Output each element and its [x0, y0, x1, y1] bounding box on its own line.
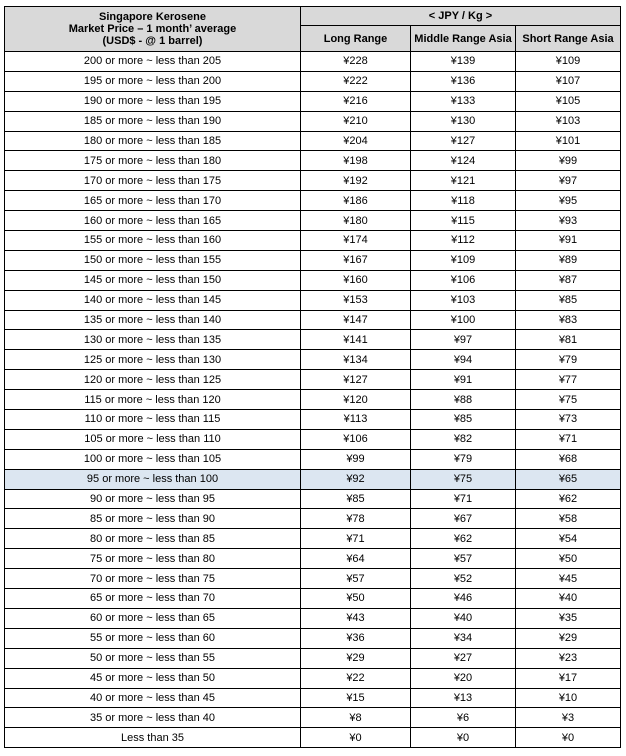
table-row: [5, 250, 621, 270]
table-row: [5, 270, 621, 290]
price-range-cell: 135 or more ~ less than 140: [5, 310, 301, 330]
header-unit-group: < JPY / Kg >: [301, 7, 621, 26]
middle-range-cell: ¥75: [411, 469, 516, 489]
long-range-cell: ¥186: [301, 191, 411, 211]
header-line-1: Singapore Kerosene: [99, 11, 206, 23]
price-range-cell: 170 or more ~ less than 175: [5, 171, 301, 191]
price-range-cell: 180 or more ~ less than 185: [5, 131, 301, 151]
long-range-cell: ¥64: [301, 549, 411, 569]
short-range-cell: ¥97: [516, 171, 621, 191]
long-range-cell: ¥8: [301, 708, 411, 728]
long-range-cell: ¥15: [301, 688, 411, 708]
long-range-cell: ¥210: [301, 111, 411, 131]
middle-range-cell: ¥27: [411, 648, 516, 668]
long-range-cell: ¥29: [301, 648, 411, 668]
short-range-cell: ¥95: [516, 191, 621, 211]
short-range-cell: ¥45: [516, 569, 621, 589]
short-range-cell: ¥77: [516, 370, 621, 390]
short-range-cell: ¥103: [516, 111, 621, 131]
fuel-surcharge-table: [4, 6, 621, 748]
long-range-cell: ¥0: [301, 728, 411, 748]
middle-range-cell: ¥106: [411, 270, 516, 290]
middle-range-cell: ¥40: [411, 608, 516, 628]
middle-range-cell: ¥67: [411, 509, 516, 529]
short-range-cell: ¥35: [516, 608, 621, 628]
long-range-cell: ¥134: [301, 350, 411, 370]
table-row: [5, 290, 621, 310]
header-line-3: (USD$ - @ 1 barrel): [102, 35, 203, 47]
long-range-cell: ¥85: [301, 489, 411, 509]
short-range-cell: ¥58: [516, 509, 621, 529]
long-range-cell: ¥228: [301, 52, 411, 72]
short-range-cell: ¥107: [516, 71, 621, 91]
price-range-cell: 80 or more ~ less than 85: [5, 529, 301, 549]
middle-range-cell: ¥127: [411, 131, 516, 151]
price-range-cell: 130 or more ~ less than 135: [5, 330, 301, 350]
table-row: [5, 688, 621, 708]
long-range-cell: ¥192: [301, 171, 411, 191]
middle-range-cell: ¥0: [411, 728, 516, 748]
short-range-cell: ¥65: [516, 469, 621, 489]
short-range-cell: ¥29: [516, 628, 621, 648]
table-row: [5, 350, 621, 370]
table-row: [5, 171, 621, 191]
short-range-cell: ¥23: [516, 648, 621, 668]
header-long-range: Long Range: [301, 26, 411, 52]
middle-range-cell: ¥124: [411, 151, 516, 171]
price-range-cell: 100 or more ~ less than 105: [5, 449, 301, 469]
long-range-cell: ¥147: [301, 310, 411, 330]
short-range-cell: ¥0: [516, 728, 621, 748]
long-range-cell: ¥50: [301, 589, 411, 609]
table-row-highlighted: [5, 469, 621, 489]
price-range-cell: 65 or more ~ less than 70: [5, 589, 301, 609]
table-row: [5, 668, 621, 688]
header-short-range-asia: Short Range Asia: [516, 26, 621, 52]
price-range-cell: 120 or more ~ less than 125: [5, 370, 301, 390]
long-range-cell: ¥153: [301, 290, 411, 310]
middle-range-cell: ¥6: [411, 708, 516, 728]
table-row: [5, 71, 621, 91]
long-range-cell: ¥198: [301, 151, 411, 171]
middle-range-cell: ¥20: [411, 668, 516, 688]
table-row: [5, 370, 621, 390]
price-range-cell: 195 or more ~ less than 200: [5, 71, 301, 91]
short-range-cell: ¥50: [516, 549, 621, 569]
table-row: [5, 52, 621, 72]
table-row: [5, 608, 621, 628]
table-row: [5, 589, 621, 609]
table-row: [5, 648, 621, 668]
header-middle-range-asia: Middle Range Asia: [411, 26, 516, 52]
middle-range-cell: ¥118: [411, 191, 516, 211]
long-range-cell: ¥204: [301, 131, 411, 151]
middle-range-cell: ¥82: [411, 429, 516, 449]
middle-range-cell: ¥91: [411, 370, 516, 390]
long-range-cell: ¥92: [301, 469, 411, 489]
price-range-cell: 40 or more ~ less than 45: [5, 688, 301, 708]
long-range-cell: ¥141: [301, 330, 411, 350]
header-price-range: [5, 7, 301, 52]
price-range-cell: 85 or more ~ less than 90: [5, 509, 301, 529]
short-range-cell: ¥99: [516, 151, 621, 171]
middle-range-cell: ¥88: [411, 390, 516, 410]
middle-range-cell: ¥100: [411, 310, 516, 330]
short-range-cell: ¥73: [516, 410, 621, 430]
long-range-cell: ¥167: [301, 250, 411, 270]
middle-range-cell: ¥57: [411, 549, 516, 569]
table-row: [5, 191, 621, 211]
price-range-cell: 175 or more ~ less than 180: [5, 151, 301, 171]
short-range-cell: ¥85: [516, 290, 621, 310]
short-range-cell: ¥75: [516, 390, 621, 410]
middle-range-cell: ¥46: [411, 589, 516, 609]
short-range-cell: ¥101: [516, 131, 621, 151]
short-range-cell: ¥109: [516, 52, 621, 72]
long-range-cell: ¥174: [301, 231, 411, 251]
short-range-cell: ¥89: [516, 250, 621, 270]
price-range-cell: 155 or more ~ less than 160: [5, 231, 301, 251]
table-header: [5, 7, 621, 52]
middle-range-cell: ¥121: [411, 171, 516, 191]
price-range-cell: 55 or more ~ less than 60: [5, 628, 301, 648]
table-row: [5, 310, 621, 330]
middle-range-cell: ¥139: [411, 52, 516, 72]
short-range-cell: ¥79: [516, 350, 621, 370]
price-range-cell: 115 or more ~ less than 120: [5, 390, 301, 410]
table-row: [5, 91, 621, 111]
short-range-cell: ¥83: [516, 310, 621, 330]
short-range-cell: ¥81: [516, 330, 621, 350]
price-range-cell: 110 or more ~ less than 115: [5, 410, 301, 430]
long-range-cell: ¥113: [301, 410, 411, 430]
middle-range-cell: ¥136: [411, 71, 516, 91]
table-row: [5, 569, 621, 589]
table-row: [5, 728, 621, 748]
table-row: [5, 330, 621, 350]
middle-range-cell: ¥115: [411, 211, 516, 231]
short-range-cell: ¥40: [516, 589, 621, 609]
price-range-cell: 35 or more ~ less than 40: [5, 708, 301, 728]
table-row: [5, 449, 621, 469]
table-row: [5, 529, 621, 549]
short-range-cell: ¥3: [516, 708, 621, 728]
short-range-cell: ¥54: [516, 529, 621, 549]
table-row: [5, 509, 621, 529]
price-range-cell: 165 or more ~ less than 170: [5, 191, 301, 211]
long-range-cell: ¥36: [301, 628, 411, 648]
table-row: [5, 628, 621, 648]
long-range-cell: ¥99: [301, 449, 411, 469]
price-range-cell: 140 or more ~ less than 145: [5, 290, 301, 310]
long-range-cell: ¥160: [301, 270, 411, 290]
table-row: [5, 131, 621, 151]
long-range-cell: ¥120: [301, 390, 411, 410]
table-row: [5, 231, 621, 251]
long-range-cell: ¥216: [301, 91, 411, 111]
middle-range-cell: ¥85: [411, 410, 516, 430]
long-range-cell: ¥222: [301, 71, 411, 91]
table-row: [5, 489, 621, 509]
middle-range-cell: ¥34: [411, 628, 516, 648]
price-range-cell: 75 or more ~ less than 80: [5, 549, 301, 569]
table-row: [5, 151, 621, 171]
long-range-cell: ¥78: [301, 509, 411, 529]
price-range-cell: 45 or more ~ less than 50: [5, 668, 301, 688]
middle-range-cell: ¥13: [411, 688, 516, 708]
short-range-cell: ¥71: [516, 429, 621, 449]
price-range-cell: 60 or more ~ less than 65: [5, 608, 301, 628]
price-range-cell: Less than 35: [5, 728, 301, 748]
middle-range-cell: ¥103: [411, 290, 516, 310]
middle-range-cell: ¥79: [411, 449, 516, 469]
table-body: [5, 52, 621, 748]
long-range-cell: ¥127: [301, 370, 411, 390]
middle-range-cell: ¥133: [411, 91, 516, 111]
table-row: [5, 390, 621, 410]
price-range-cell: 145 or more ~ less than 150: [5, 270, 301, 290]
middle-range-cell: ¥109: [411, 250, 516, 270]
long-range-cell: ¥57: [301, 569, 411, 589]
middle-range-cell: ¥71: [411, 489, 516, 509]
long-range-cell: ¥43: [301, 608, 411, 628]
table-row: [5, 211, 621, 231]
price-range-cell: 90 or more ~ less than 95: [5, 489, 301, 509]
price-range-cell: 70 or more ~ less than 75: [5, 569, 301, 589]
short-range-cell: ¥87: [516, 270, 621, 290]
table-row: [5, 429, 621, 449]
middle-range-cell: ¥97: [411, 330, 516, 350]
surcharge-table-container: [4, 6, 621, 748]
middle-range-cell: ¥62: [411, 529, 516, 549]
middle-range-cell: ¥94: [411, 350, 516, 370]
price-range-cell: 190 or more ~ less than 195: [5, 91, 301, 111]
middle-range-cell: ¥52: [411, 569, 516, 589]
header-line-2: Market Price – 1 month’ average: [68, 23, 237, 35]
short-range-cell: ¥105: [516, 91, 621, 111]
short-range-cell: ¥93: [516, 211, 621, 231]
long-range-cell: ¥22: [301, 668, 411, 688]
long-range-cell: ¥71: [301, 529, 411, 549]
short-range-cell: ¥91: [516, 231, 621, 251]
short-range-cell: ¥17: [516, 668, 621, 688]
price-range-cell: 200 or more ~ less than 205: [5, 52, 301, 72]
middle-range-cell: ¥112: [411, 231, 516, 251]
table-row: [5, 410, 621, 430]
table-row: [5, 111, 621, 131]
table-row: [5, 708, 621, 728]
price-range-cell: 105 or more ~ less than 110: [5, 429, 301, 449]
short-range-cell: ¥10: [516, 688, 621, 708]
table-row: [5, 549, 621, 569]
short-range-cell: ¥62: [516, 489, 621, 509]
middle-range-cell: ¥130: [411, 111, 516, 131]
long-range-cell: ¥180: [301, 211, 411, 231]
short-range-cell: ¥68: [516, 449, 621, 469]
price-range-cell: 50 or more ~ less than 55: [5, 648, 301, 668]
price-range-cell: 160 or more ~ less than 165: [5, 211, 301, 231]
long-range-cell: ¥106: [301, 429, 411, 449]
price-range-cell: 125 or more ~ less than 130: [5, 350, 301, 370]
price-range-cell: 95 or more ~ less than 100: [5, 469, 301, 489]
price-range-cell: 185 or more ~ less than 190: [5, 111, 301, 131]
price-range-cell: 150 or more ~ less than 155: [5, 250, 301, 270]
